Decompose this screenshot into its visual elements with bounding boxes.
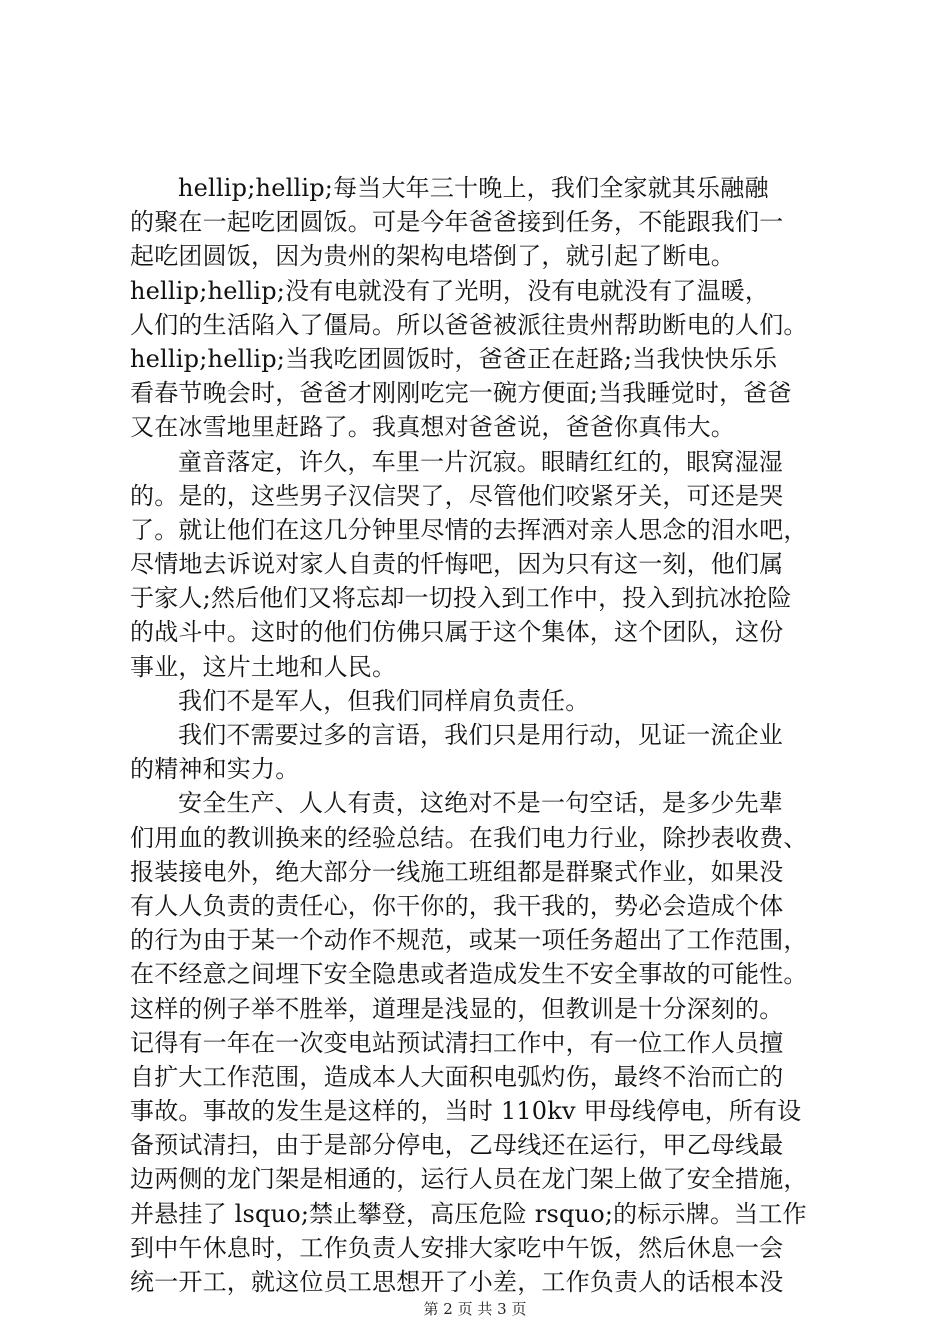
text-line: 边两侧的龙门架是相通的，运行人员在龙门架上做了安全措施， xyxy=(130,1165,808,1194)
text-line: 于家人;然后他们又将忘却一切投入到工作中，投入到抗冰抢险 xyxy=(130,584,792,613)
text-line: 的精神和实力。 xyxy=(130,755,300,784)
text-line: 人们的生活陷入了僵局。所以爸爸被派往贵州帮助断电的人们。 xyxy=(130,310,808,339)
text-line: 我们不是军人，但我们同样肩负责任。 xyxy=(178,686,590,715)
text-line: 又在冰雪地里赶路了。我真想对爸爸说，爸爸你真伟大。 xyxy=(130,413,735,442)
text-line: 事故。事故的发生是这样的，当时 110kv 甲母线停电，所有设 xyxy=(130,1097,802,1126)
text-line: hellip;hellip;没有电就没有了光明，没有电就没有了温暖， xyxy=(130,276,770,305)
text-line: 看春节晚会时，爸爸才刚刚吃完一碗方便面;当我睡觉时，爸爸 xyxy=(130,379,792,408)
text-line: 到中午休息时，工作负责人安排大家吃中午饭，然后休息一会 xyxy=(130,1233,784,1262)
text-line: 安全生产、人人有责，这绝对不是一句空话，是多少先辈 xyxy=(178,789,783,818)
page-footer: 第 2 页 共 3 页 xyxy=(423,1300,527,1318)
text-line: 了。就让他们在这几分钟里尽情的去挥洒对亲人思念的泪水吧， xyxy=(130,515,808,544)
text-line: 并悬挂了 lsquo;禁止攀登，高压危险 rsquo;的标示牌。当工作 xyxy=(130,1199,807,1228)
text-line: 这样的例子举不胜举，道理是浅显的，但教训是十分深刻的。 xyxy=(130,994,784,1023)
text-line: 尽情地去诉说对家人自责的忏悔吧，因为只有这一刻，他们属 xyxy=(130,550,784,579)
text-line: 我们不需要过多的言语，我们只是用行动，见证一流企业 xyxy=(178,721,783,749)
text-line: 事业，这片土地和人民。 xyxy=(130,652,397,681)
text-line: 报装接电外，绝大部分一线施工班组都是群聚式作业，如果没 xyxy=(130,857,784,886)
text-line: 有人人负责的责任心，你干你的，我干我的，势必会造成个体 xyxy=(130,891,784,920)
text-line: 的。是的，这些男子汉信哭了，尽管他们咬紧牙关，可还是哭 xyxy=(130,481,784,510)
text-line: 自扩大工作范围，造成本人大面积电弧灼伤，最终不治而亡的 xyxy=(130,1062,784,1091)
text-line: hellip;hellip;当我吃团圆饭时，爸爸正在赶路;当我快快乐乐 xyxy=(130,344,778,373)
text-line: 们用血的教训换来的经验总结。在我们电力行业，除抄表收费、 xyxy=(130,823,808,852)
body-text xyxy=(130,171,830,1299)
text-line: 起吃团圆饭，因为贵州的架构电塔倒了，就引起了断电。 xyxy=(130,242,735,271)
text-line: 的战斗中。这时的他们仿佛只属于这个集体，这个团队，这份 xyxy=(130,618,784,647)
text-line: 统一开工，就这位员工思想开了小差，工作负责人的话根本没 xyxy=(130,1268,784,1296)
text-line: 在不经意之间埋下安全隐患或者造成发生不安全事故的可能性。 xyxy=(130,960,808,989)
text-line: hellip;hellip;每当大年三十晚上，我们全家就其乐融融 xyxy=(178,174,769,202)
text-line: 的行为由于某一个动作不规范，或某一项任务超出了工作范围， xyxy=(130,926,808,955)
text-line: 记得有一年在一次变电站预试清扫工作中，有一位工作人员擅 xyxy=(130,1028,784,1057)
text-line: 备预试清扫，由于是部分停电，乙母线还在运行，甲乙母线最 xyxy=(130,1131,784,1160)
text-line: 童音落定，许久，车里一片沉寂。眼睛红红的，眼窝湿湿 xyxy=(178,447,783,476)
text-line: 的聚在一起吃团圆饭。可是今年爸爸接到任务，不能跟我们一 xyxy=(130,208,784,237)
